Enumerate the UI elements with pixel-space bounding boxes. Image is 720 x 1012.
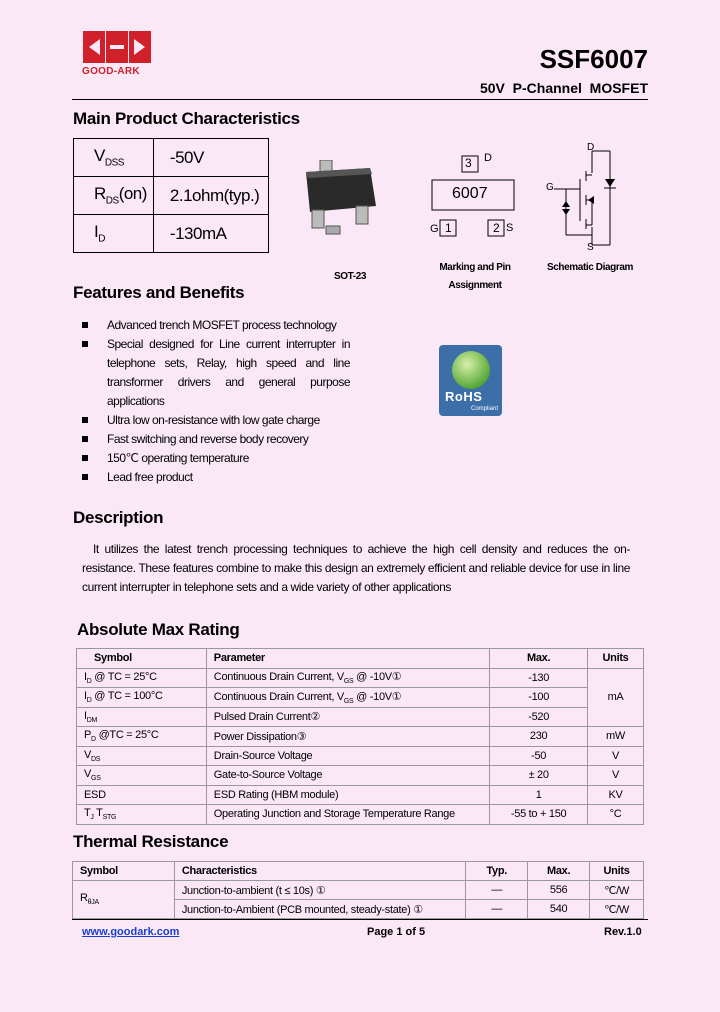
- table-row: $R_{\theta JA}$ Junction-to-ambient (t ≤ 10s) ① — 556 ℃/W: [73, 881, 644, 900]
- list-item: Lead free product: [82, 468, 350, 487]
- table-row: $I_D$ @ TC = 25°C Continuous Drain Current, $V_{GS}$ @ -10V① -130 mA: [77, 668, 644, 688]
- subtitle: 50V P-Channel MOSFET: [479, 80, 648, 96]
- description-title: Description: [73, 508, 164, 527]
- description-text: It utilizes the latest trench processing techniques to achieve the high cell density and reduces the on-resistance. These features combine to make this design an extremely efficient and reliable device for use in line current interrupter in telephone sets and a wide variety of other applications: [82, 542, 630, 594]
- website-link[interactable]: www.goodark.com: [82, 926, 180, 938]
- table-row: Junction-to-Ambient (PCB mounted, steady-state) ① — 540 ℃/W: [73, 900, 644, 919]
- features-title: Features and Benefits: [73, 283, 245, 302]
- table-row: $P_D$ @TC = 25°C Power Dissipation③ 230 mW: [77, 727, 644, 747]
- table-row: $I_D$ -130mA: [74, 215, 269, 253]
- pin-g-label: G: [430, 223, 439, 235]
- main-characteristics-title: Main Product Characteristics: [73, 109, 300, 128]
- table-row: $I_{DM}$ Pulsed Drain Current② -520: [77, 707, 644, 727]
- table-row: $T_J$ $T_{STG}$ Operating Junction and Storage Temperature Range -55 to + 150 °C: [77, 805, 644, 825]
- table-header-row: Symbol Parameter Max. Units: [77, 649, 644, 669]
- marking-caption: Marking and Pin Assignment: [439, 262, 511, 291]
- table-row: ESD ESD Rating (HBM module) 1 KV: [77, 785, 644, 805]
- header-divider: [72, 99, 648, 100]
- schematic-s-label: S: [587, 242, 594, 253]
- table-row: $V_{DSS}$ -50V: [74, 139, 269, 177]
- list-item: 150℃ operating temperature: [82, 449, 350, 468]
- schematic-d-label: D: [587, 142, 595, 153]
- part-number: SSF6007: [539, 44, 648, 74]
- page-number: Page 1 of 5: [367, 926, 426, 938]
- table-row: $I_D$ @ TC = 100°C Continuous Drain Current, $V_{GS}$ @ -10V① -100: [77, 688, 644, 708]
- table-row: $V_{DS}$ Drain-Source Voltage -50 V: [77, 746, 644, 766]
- company-logo: [82, 30, 152, 64]
- schematic-g-label: G: [546, 182, 554, 193]
- table-row: $V_{GS}$ Gate-to-Source Voltage ± 20 V: [77, 766, 644, 786]
- marking-code: 6007: [452, 185, 488, 202]
- abs-max-title: Absolute Max Rating: [77, 620, 240, 639]
- rohs-text: RoHS: [445, 389, 483, 404]
- rohs-compliant: Compliant: [471, 406, 499, 412]
- schematic-caption: Schematic Diagram: [546, 262, 634, 273]
- main-characteristics-table: [73, 138, 269, 253]
- table-header-row: Symbol Characteristics Typ. Max. Units: [73, 862, 644, 881]
- table-row: $R_{DS}(on)$ 2.1ohm(typ.): [74, 177, 269, 215]
- list-item: Ultra low on-resistance with low gate charge: [82, 411, 350, 430]
- features-list: [82, 316, 350, 487]
- list-item: Special designed for Line current interrupter in telephone sets, Relay, high speed and line transformer drivers and general purpose applications: [82, 335, 350, 411]
- pin-d-label: D: [484, 152, 492, 164]
- list-item: Fast switching and reverse body recovery: [82, 430, 350, 449]
- pin2-number: 2: [493, 221, 500, 235]
- leaf-icon: [452, 351, 490, 389]
- rohs-badge: [439, 345, 502, 416]
- thermal-table: [72, 861, 644, 919]
- thermal-title: Thermal Resistance: [73, 832, 229, 851]
- sot23-package-image: [300, 160, 382, 245]
- revision: Rev.1.0: [604, 926, 642, 938]
- list-item: Advanced trench MOSFET process technology: [82, 316, 350, 335]
- logo-text: GOOD-ARK: [82, 66, 140, 77]
- pin3-number: 3: [465, 156, 472, 170]
- package-caption: SOT-23: [333, 271, 367, 282]
- abs-max-table: [76, 648, 644, 825]
- footer-divider: [72, 919, 648, 920]
- pin1-number: 1: [445, 221, 452, 235]
- pin-s-label: S: [506, 222, 514, 234]
